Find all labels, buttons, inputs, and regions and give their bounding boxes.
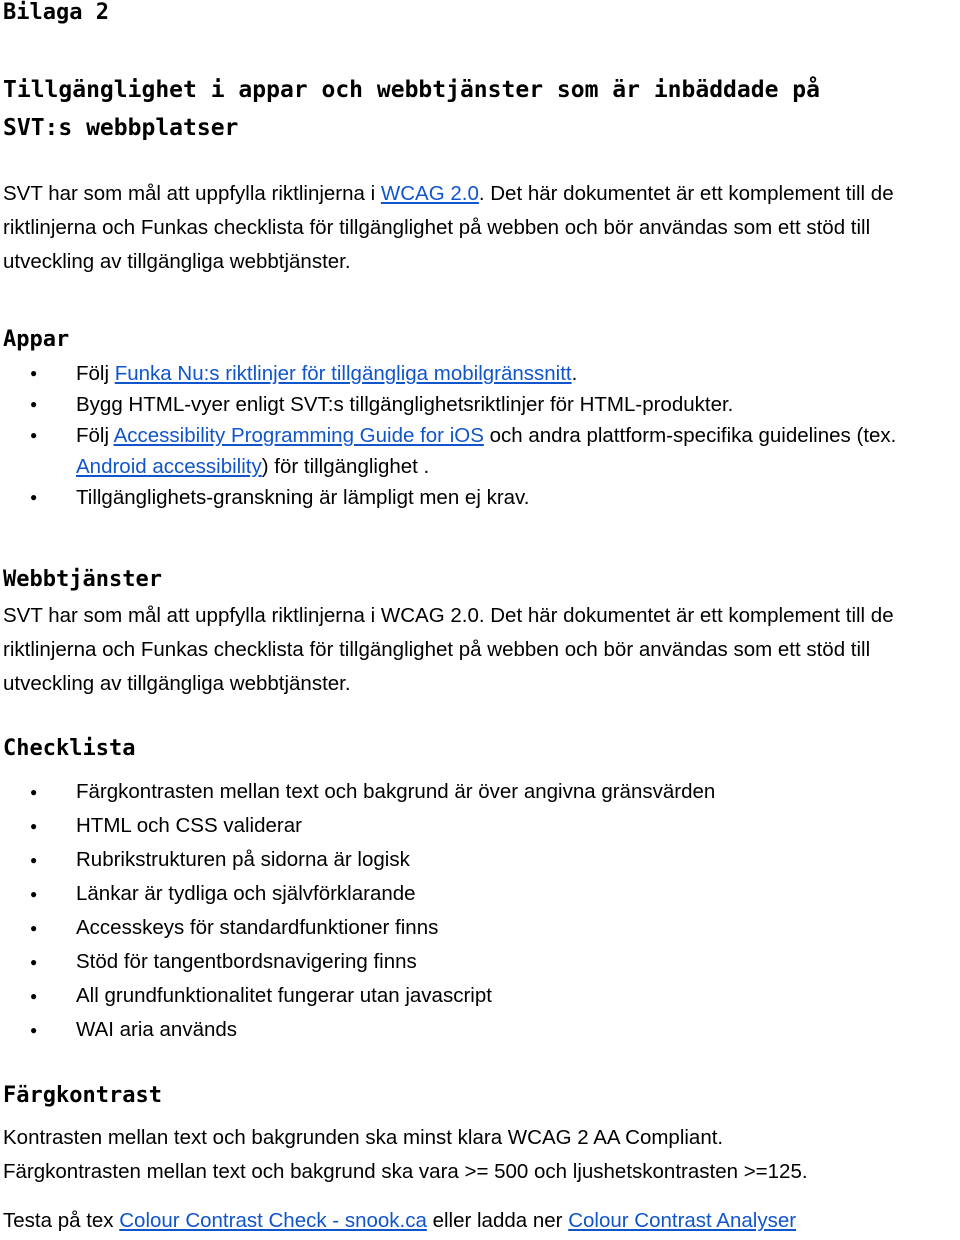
checklist-item-text: Rubrikstrukturen på sidorna är logisk xyxy=(76,848,410,871)
checklist-item-text: Länkar är tydliga och självförklarande xyxy=(76,882,416,905)
list-item xyxy=(3,482,960,513)
checklist-item-text: Stöd för tangentbordsnavigering finns xyxy=(76,950,417,973)
android-accessibility-link[interactable]: Android accessibility xyxy=(76,455,262,478)
checklist-item-text: Accesskeys för standardfunktioner finns xyxy=(76,916,439,939)
bullet-icon: ● xyxy=(30,397,38,411)
checklist-item xyxy=(3,809,960,843)
test-prefix: Testa på tex xyxy=(3,1209,120,1232)
item-middle: och andra plattform-specifika guidelines (tex. xyxy=(483,424,897,447)
item-text: Tillgänglighets-granskning är lämpligt men ej krav. xyxy=(76,486,530,509)
item-text: Bygg HTML-vyer enligt SVT:s tillgänglighetsriktlinjer för HTML-produkter. xyxy=(76,393,734,416)
page-title: Tillgänglighet i appar och webbtjänster som är inbäddade på SVT:s webbplatser xyxy=(3,77,820,141)
item-prefix: Följ xyxy=(76,362,115,385)
bullet-icon: ● xyxy=(30,887,38,901)
funka-guidelines-link[interactable]: Funka Nu:s riktlinjer för tillgängliga mobilgränssnitt xyxy=(114,362,572,385)
checklist-item-text: All grundfunktionalitet fungerar utan javascript xyxy=(76,984,492,1007)
item-suffix: . xyxy=(571,362,578,385)
list-item xyxy=(3,420,960,482)
bullet-icon: ● xyxy=(30,955,38,969)
ios-guide-link[interactable]: Accessibility Programming Guide for iOS xyxy=(113,424,484,447)
bullet-icon: ● xyxy=(30,490,38,504)
contrast-test-line xyxy=(3,1205,796,1237)
bullet-icon: ● xyxy=(30,819,38,833)
intro-paragraph xyxy=(3,177,960,279)
bullet-icon: ● xyxy=(30,989,38,1003)
checklist-item xyxy=(3,877,960,911)
checklist-item-text: WAI aria används xyxy=(76,1018,238,1041)
test-middle: eller ladda ner xyxy=(426,1209,569,1232)
snook-contrast-link[interactable]: Colour Contrast Check - snook.ca xyxy=(119,1209,427,1232)
intro-text-after: . Det här dokumentet är ett komplement till de riktlinjerna och Funkas checklista för tillgänglighet på webben och bör användas som ett stöd till utveckling av tillgängliga webbtjänster. xyxy=(3,182,894,273)
list-item xyxy=(3,389,960,420)
contrast-line-2: Färgkontrasten mellan text och bakgrund ska vara >= 500 och ljushetskontrasten >=125. xyxy=(3,1160,808,1183)
contrast-line-1: Kontrasten mellan text och bakgrunden ska minst klara WCAG 2 AA Compliant. xyxy=(3,1126,724,1149)
checklist-item xyxy=(3,945,960,979)
bullet-icon: ● xyxy=(30,853,38,867)
bullet-icon: ● xyxy=(30,785,38,799)
web-heading: Webbtjänster xyxy=(3,567,162,592)
checklist-item xyxy=(3,1013,960,1047)
checklist-item xyxy=(3,775,960,809)
checklist-item xyxy=(3,911,960,945)
item-prefix: Följ xyxy=(76,424,114,447)
intro-text-before: SVT har som mål att uppfylla riktlinjerna i xyxy=(3,182,381,205)
bullet-icon: ● xyxy=(30,366,38,380)
bullet-icon: ● xyxy=(30,428,38,442)
checklist-item xyxy=(3,843,960,877)
item-suffix: ) för tillgänglighet . xyxy=(261,455,430,478)
contrast-heading: Färgkontrast xyxy=(3,1083,162,1108)
checklist-item-text: HTML och CSS validerar xyxy=(76,814,302,837)
apps-heading: Appar xyxy=(3,327,70,352)
apps-list xyxy=(3,358,960,513)
wcag-link[interactable]: WCAG 2.0 xyxy=(380,182,479,205)
annex-label: Bilaga 2 xyxy=(3,0,109,25)
bullet-icon: ● xyxy=(30,1023,38,1037)
web-paragraph: SVT har som mål att uppfylla riktlinjerna i WCAG 2.0. Det här dokumentet är ett komplement till de riktlinjerna och Funkas checklista för tillgänglighet på webben och bör användas som ett stöd till utveckling av tillgängliga webbtjänster. xyxy=(3,604,894,695)
contrast-analyser-link[interactable]: Colour Contrast Analyser xyxy=(568,1209,797,1232)
list-item xyxy=(3,358,960,389)
bullet-icon: ● xyxy=(30,921,38,935)
checklist-item-text: Färgkontrasten mellan text och bakgrund är över angivna gränsvärden xyxy=(76,780,716,803)
checklist-item xyxy=(3,979,960,1013)
checklist-heading: Checklista xyxy=(3,736,136,761)
checklist-list xyxy=(3,775,960,1047)
